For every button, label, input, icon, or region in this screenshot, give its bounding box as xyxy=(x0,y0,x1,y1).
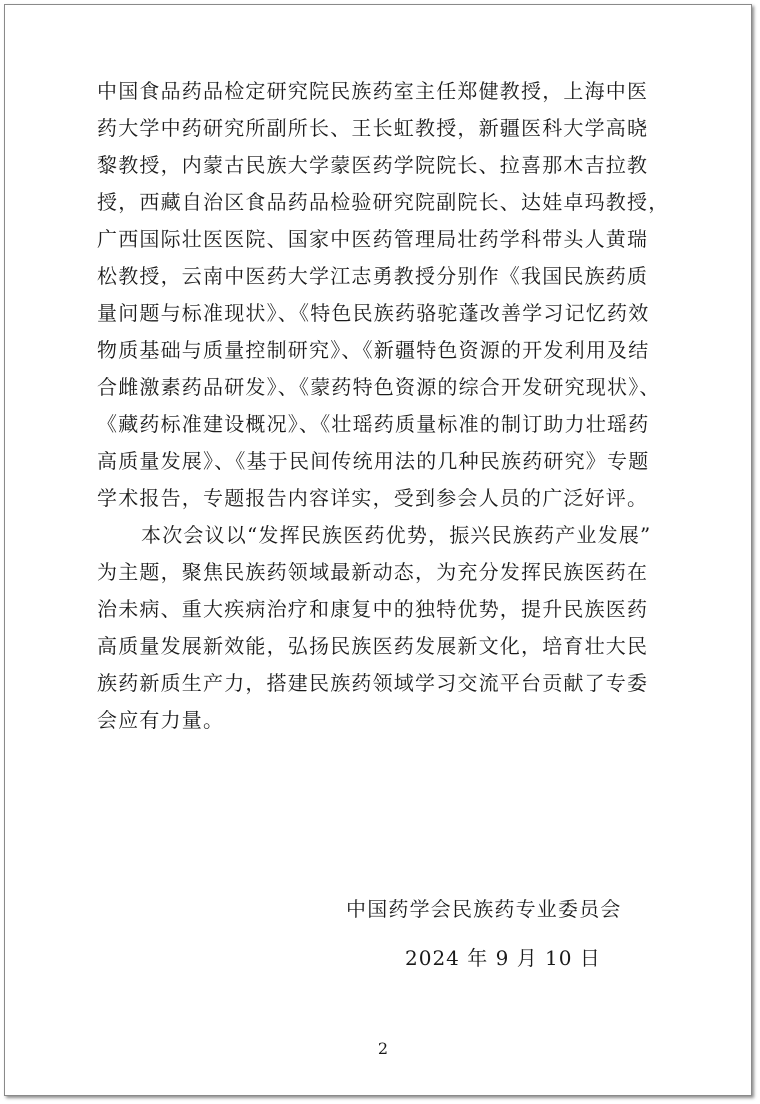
text-line: 高质量发展》、《基于民间传统用法的几种民族药研究》专题 xyxy=(97,449,650,473)
text-line: 中国食品药品检定研究院民族药室主任郑健教授，上海中医 xyxy=(97,79,649,103)
document-body xyxy=(97,73,675,739)
text-line: 《藏药标准建设概况》、《壮瑶药质量标准的制订助力壮瑶药 xyxy=(97,412,650,436)
text-line: 学术报告，专题报告内容详实，受到参会人员的广泛好评。 xyxy=(97,486,649,510)
signature-organization: 中国药学会民族药专业委员会 xyxy=(346,897,622,921)
text-line: 本次会议以“发挥民族医药优势，振兴民族药产业发展” xyxy=(141,523,652,547)
text-line: 族药新质生产力，搭建民族药领域学习交流平台贡献了专委 xyxy=(97,671,649,695)
page-number: 2 xyxy=(377,1039,389,1058)
paragraph-speakers xyxy=(97,73,675,517)
signature-date: 2024 年 9 月 10 日 xyxy=(405,946,601,970)
text-line: 治未病、重大疾病治疗和康复中的独特优势，提升民族医药 xyxy=(97,597,649,621)
text-line: 物质基础与质量控制研究》、《新疆特色资源的开发利用及结 xyxy=(97,338,650,362)
text-line: 黎教授，内蒙古民族大学蒙医药学院院长、拉喜那木吉拉教 xyxy=(97,153,649,177)
text-line: 授，西藏自治区食品药品检验研究院副院长、达娃卓玛教授， xyxy=(97,190,670,214)
document-page xyxy=(4,4,752,1096)
text-line: 药大学中药研究所副所长、王长虹教授，新疆医科大学高晓 xyxy=(97,116,649,140)
text-line: 合雌激素药品研发》、《蒙药特色资源的综合开发研究现状》、 xyxy=(97,375,661,399)
text-line: 量问题与标准现状》、《特色民族药骆驼蓬改善学习记忆药效 xyxy=(97,301,650,325)
text-line: 广西国际壮医医院、国家中医药管理局壮药学科带头人黄瑞 xyxy=(97,227,649,251)
text-line: 高质量发展新效能，弘扬民族医药发展新文化，培育壮大民 xyxy=(97,634,649,658)
text-line: 会应有力量。 xyxy=(97,708,225,732)
text-line: 松教授，云南中医药大学江志勇教授分别作《我国民族药质 xyxy=(97,264,649,288)
paragraph-meeting-theme xyxy=(97,517,675,739)
text-line: 为主题，聚焦民族药领域最新动态，为充分发挥民族医药在 xyxy=(97,560,649,584)
